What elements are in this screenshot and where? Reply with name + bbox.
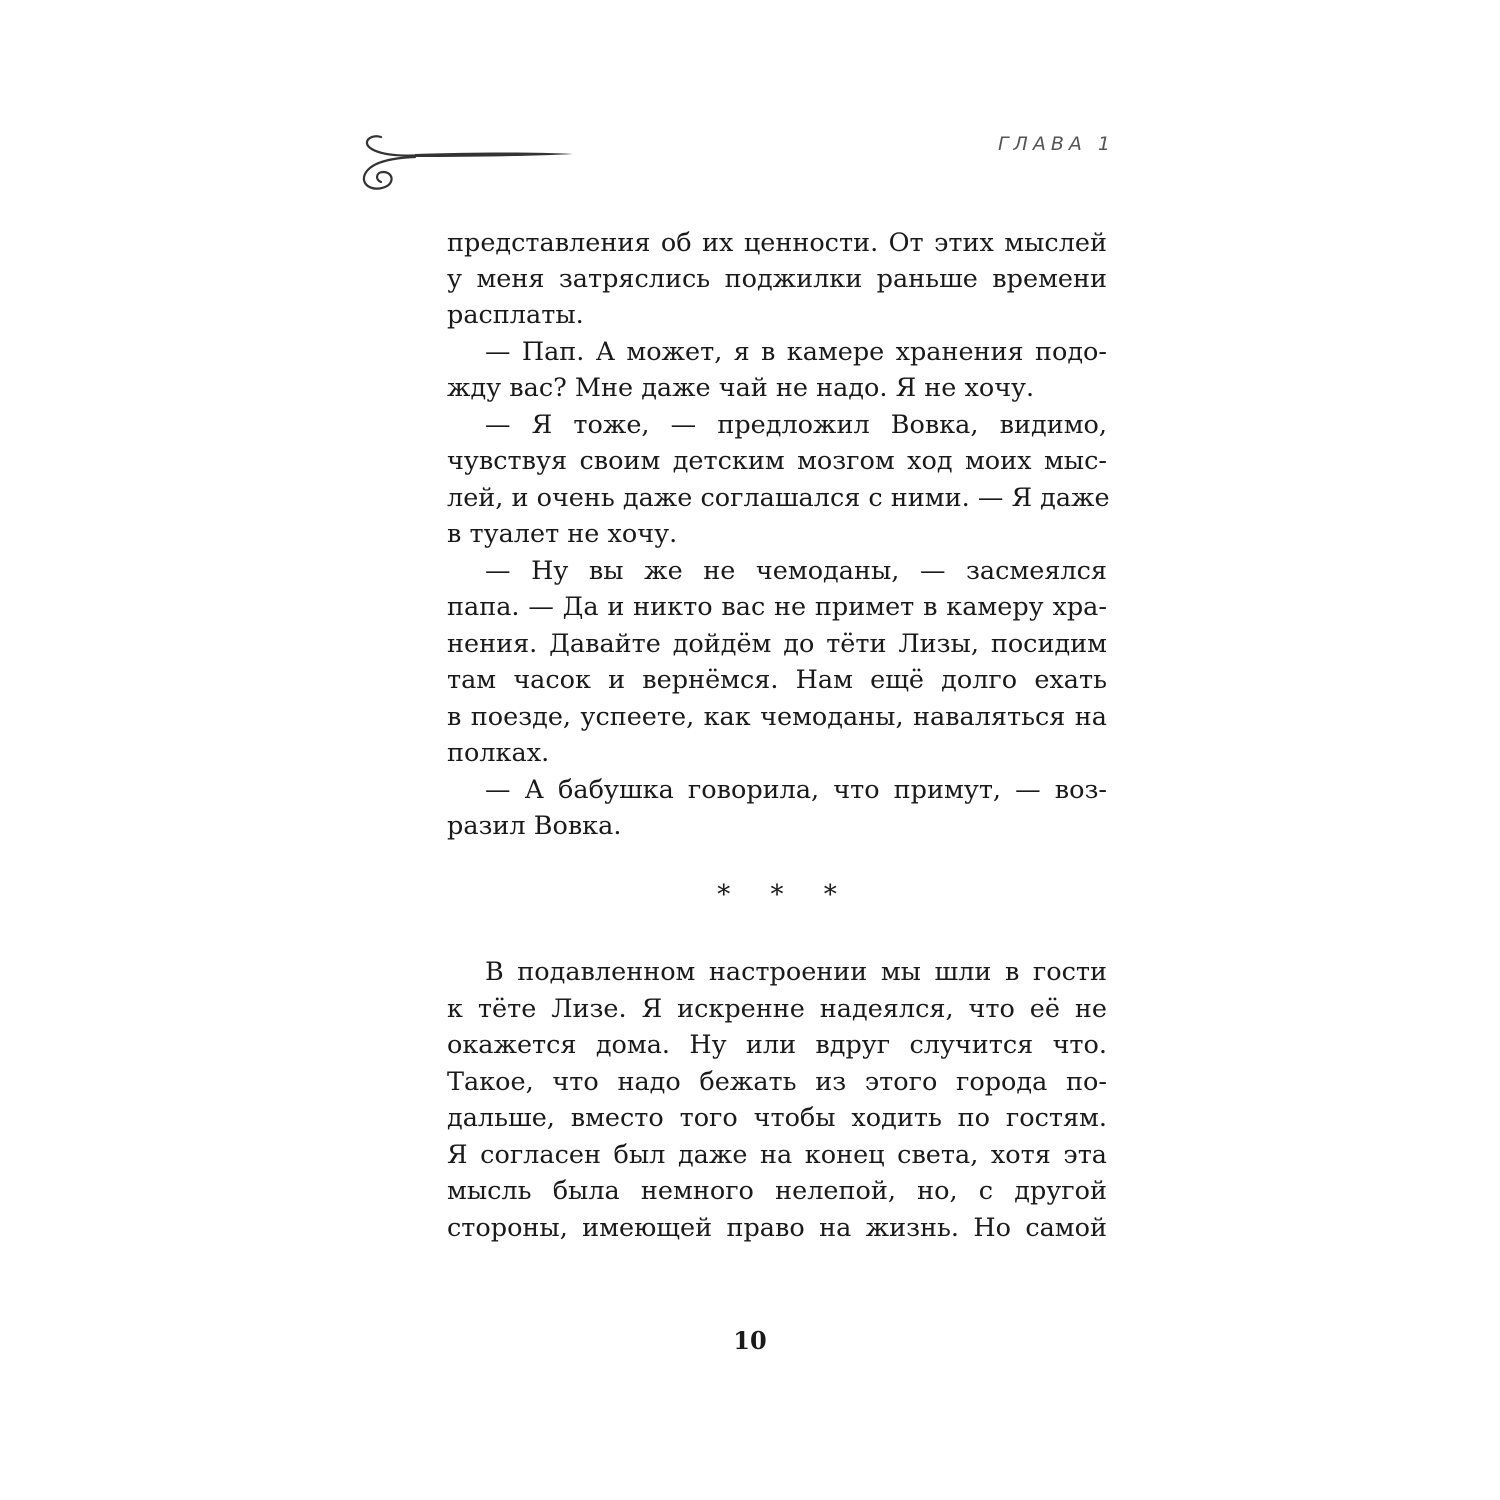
text-line: стороны, имеющей право на жизнь. Но самой <box>447 1213 1107 1243</box>
text-line: Я согласен был даже на конец света, хотя эта <box>447 1140 1107 1170</box>
page-number: 10 <box>733 1326 767 1355</box>
text-line: окажется дома. Ну или вдруг случится что. <box>447 1030 1107 1060</box>
text-line: там часок и вернёмся. Нам ещё долго ехать <box>447 665 1107 695</box>
text-line: к тёте Лизе. Я искренне надеялся, что её не <box>447 994 1107 1024</box>
chapter-flourish-ornament <box>355 130 580 200</box>
text-line: папа. — Да и никто вас не примет в камеру хра- <box>447 592 1107 622</box>
text-line: В подавленном настроении мы шли в гости <box>485 957 1107 987</box>
text-line: дальше, вместо того чтобы ходить по гостям. <box>447 1103 1107 1133</box>
text-line: разил Вовка. <box>447 811 622 841</box>
text-line: представления об их ценности. От этих мыслей <box>447 228 1107 258</box>
text-line: в туалет не хочу. <box>447 519 678 549</box>
text-line: полках. <box>447 738 550 768</box>
text-line: лей, и очень даже соглашался с ними. — Я даже <box>447 483 1110 513</box>
text-line: жду вас? Мне даже чай не надо. Я не хочу. <box>447 373 1035 403</box>
text-line: мысль была немного нелепой, но, с другой <box>447 1176 1107 1206</box>
text-line: у меня затряслись поджилки раньше времени <box>447 264 1107 294</box>
chapter-running-header: ГЛАВА 1 <box>997 133 1115 155</box>
section-separator: * * * <box>717 880 853 910</box>
text-line: — Ну вы же не чемоданы, — засмеялся <box>485 556 1107 586</box>
text-line: чувствуя своим детским мозгом ход моих мыс- <box>447 446 1107 476</box>
text-line: нения. Давайте дойдём до тёти Лизы, посидим <box>447 629 1107 659</box>
text-line: Такое, что надо бежать из этого города по- <box>447 1067 1107 1097</box>
text-line: — А бабушка говорила, что примут, — воз- <box>485 775 1107 805</box>
text-line: расплаты. <box>447 300 584 330</box>
text-line: — Пап. А может, я в камере хранения подо- <box>485 337 1107 367</box>
text-line: — Я тоже, — предложил Вовка, видимо, <box>485 410 1107 440</box>
text-line: в поезде, успеете, как чемоданы, наваляться на <box>447 702 1107 732</box>
